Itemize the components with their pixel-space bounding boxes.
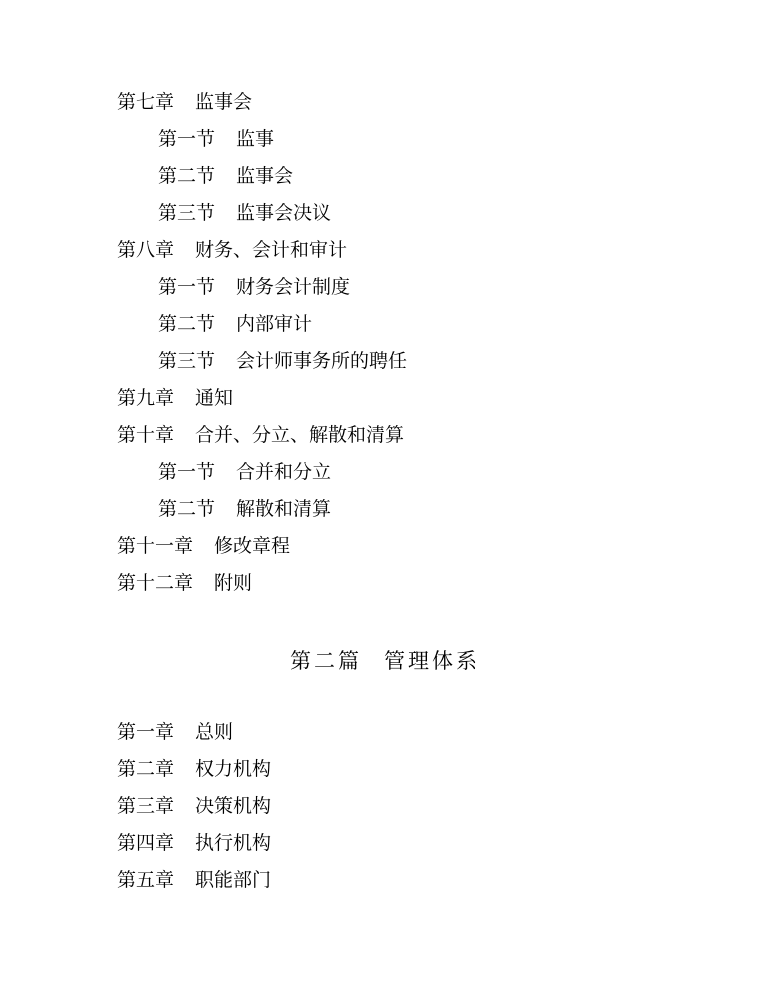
toc-title: 执行机构 (195, 832, 272, 854)
toc-title: 修改章程 (214, 535, 291, 557)
toc-chapter (117, 423, 404, 447)
toc-chapter (117, 868, 271, 892)
toc-title: 解散和清算 (236, 498, 332, 520)
part-number: 第二篇 (290, 649, 362, 673)
toc-number: 第八章 (117, 239, 175, 261)
toc-chapter (117, 571, 252, 595)
toc-title: 财务会计制度 (236, 276, 351, 298)
toc-number: 第三节 (158, 350, 216, 372)
toc-number: 第二节 (158, 313, 216, 335)
toc-title: 监事会 (236, 165, 294, 187)
toc-title: 通知 (195, 387, 234, 409)
toc-chapter (117, 720, 233, 744)
toc-number: 第五章 (117, 869, 175, 891)
part-title: 管理体系 (384, 649, 480, 673)
toc-title: 财务、会计和审计 (195, 239, 348, 261)
toc-title: 权力机构 (195, 758, 272, 780)
toc-section (158, 201, 331, 225)
toc-section (158, 312, 312, 336)
toc-number: 第三章 (117, 795, 175, 817)
toc-number: 第二节 (158, 498, 216, 520)
toc-number: 第二章 (117, 758, 175, 780)
toc-number: 第一节 (158, 276, 216, 298)
toc-number: 第四章 (117, 832, 175, 854)
toc-title: 监事 (236, 128, 275, 150)
toc-number: 第二节 (158, 165, 216, 187)
toc-number: 第三节 (158, 202, 216, 224)
toc-number: 第十二章 (117, 572, 194, 594)
toc-title: 附则 (214, 572, 253, 594)
toc-number: 第一章 (117, 721, 175, 743)
toc-section (158, 275, 350, 299)
part-heading (0, 647, 770, 675)
toc-title: 内部审计 (236, 313, 313, 335)
toc-chapter (117, 238, 347, 262)
toc-chapter (117, 831, 271, 855)
toc-title: 合并、分立、解散和清算 (195, 424, 405, 446)
toc-title: 职能部门 (195, 869, 272, 891)
toc-section (158, 497, 331, 521)
toc-title: 监事会决议 (236, 202, 332, 224)
toc-chapter (117, 794, 271, 818)
toc-section (158, 460, 331, 484)
toc-number: 第十一章 (117, 535, 194, 557)
toc-section (158, 349, 407, 373)
toc-number: 第十章 (117, 424, 175, 446)
toc-title: 合并和分立 (236, 461, 332, 483)
toc-title: 决策机构 (195, 795, 272, 817)
toc-chapter (117, 757, 271, 781)
toc-title: 会计师事务所的聘任 (236, 350, 408, 372)
toc-chapter (117, 90, 252, 114)
toc-number: 第九章 (117, 387, 175, 409)
toc-chapter (117, 534, 290, 558)
toc-title: 监事会 (195, 91, 253, 113)
toc-number: 第一节 (158, 461, 216, 483)
toc-section (158, 127, 274, 151)
toc-section (158, 164, 293, 188)
toc-chapter (117, 386, 233, 410)
toc-number: 第七章 (117, 91, 175, 113)
toc-title: 总则 (195, 721, 234, 743)
toc-number: 第一节 (158, 128, 216, 150)
